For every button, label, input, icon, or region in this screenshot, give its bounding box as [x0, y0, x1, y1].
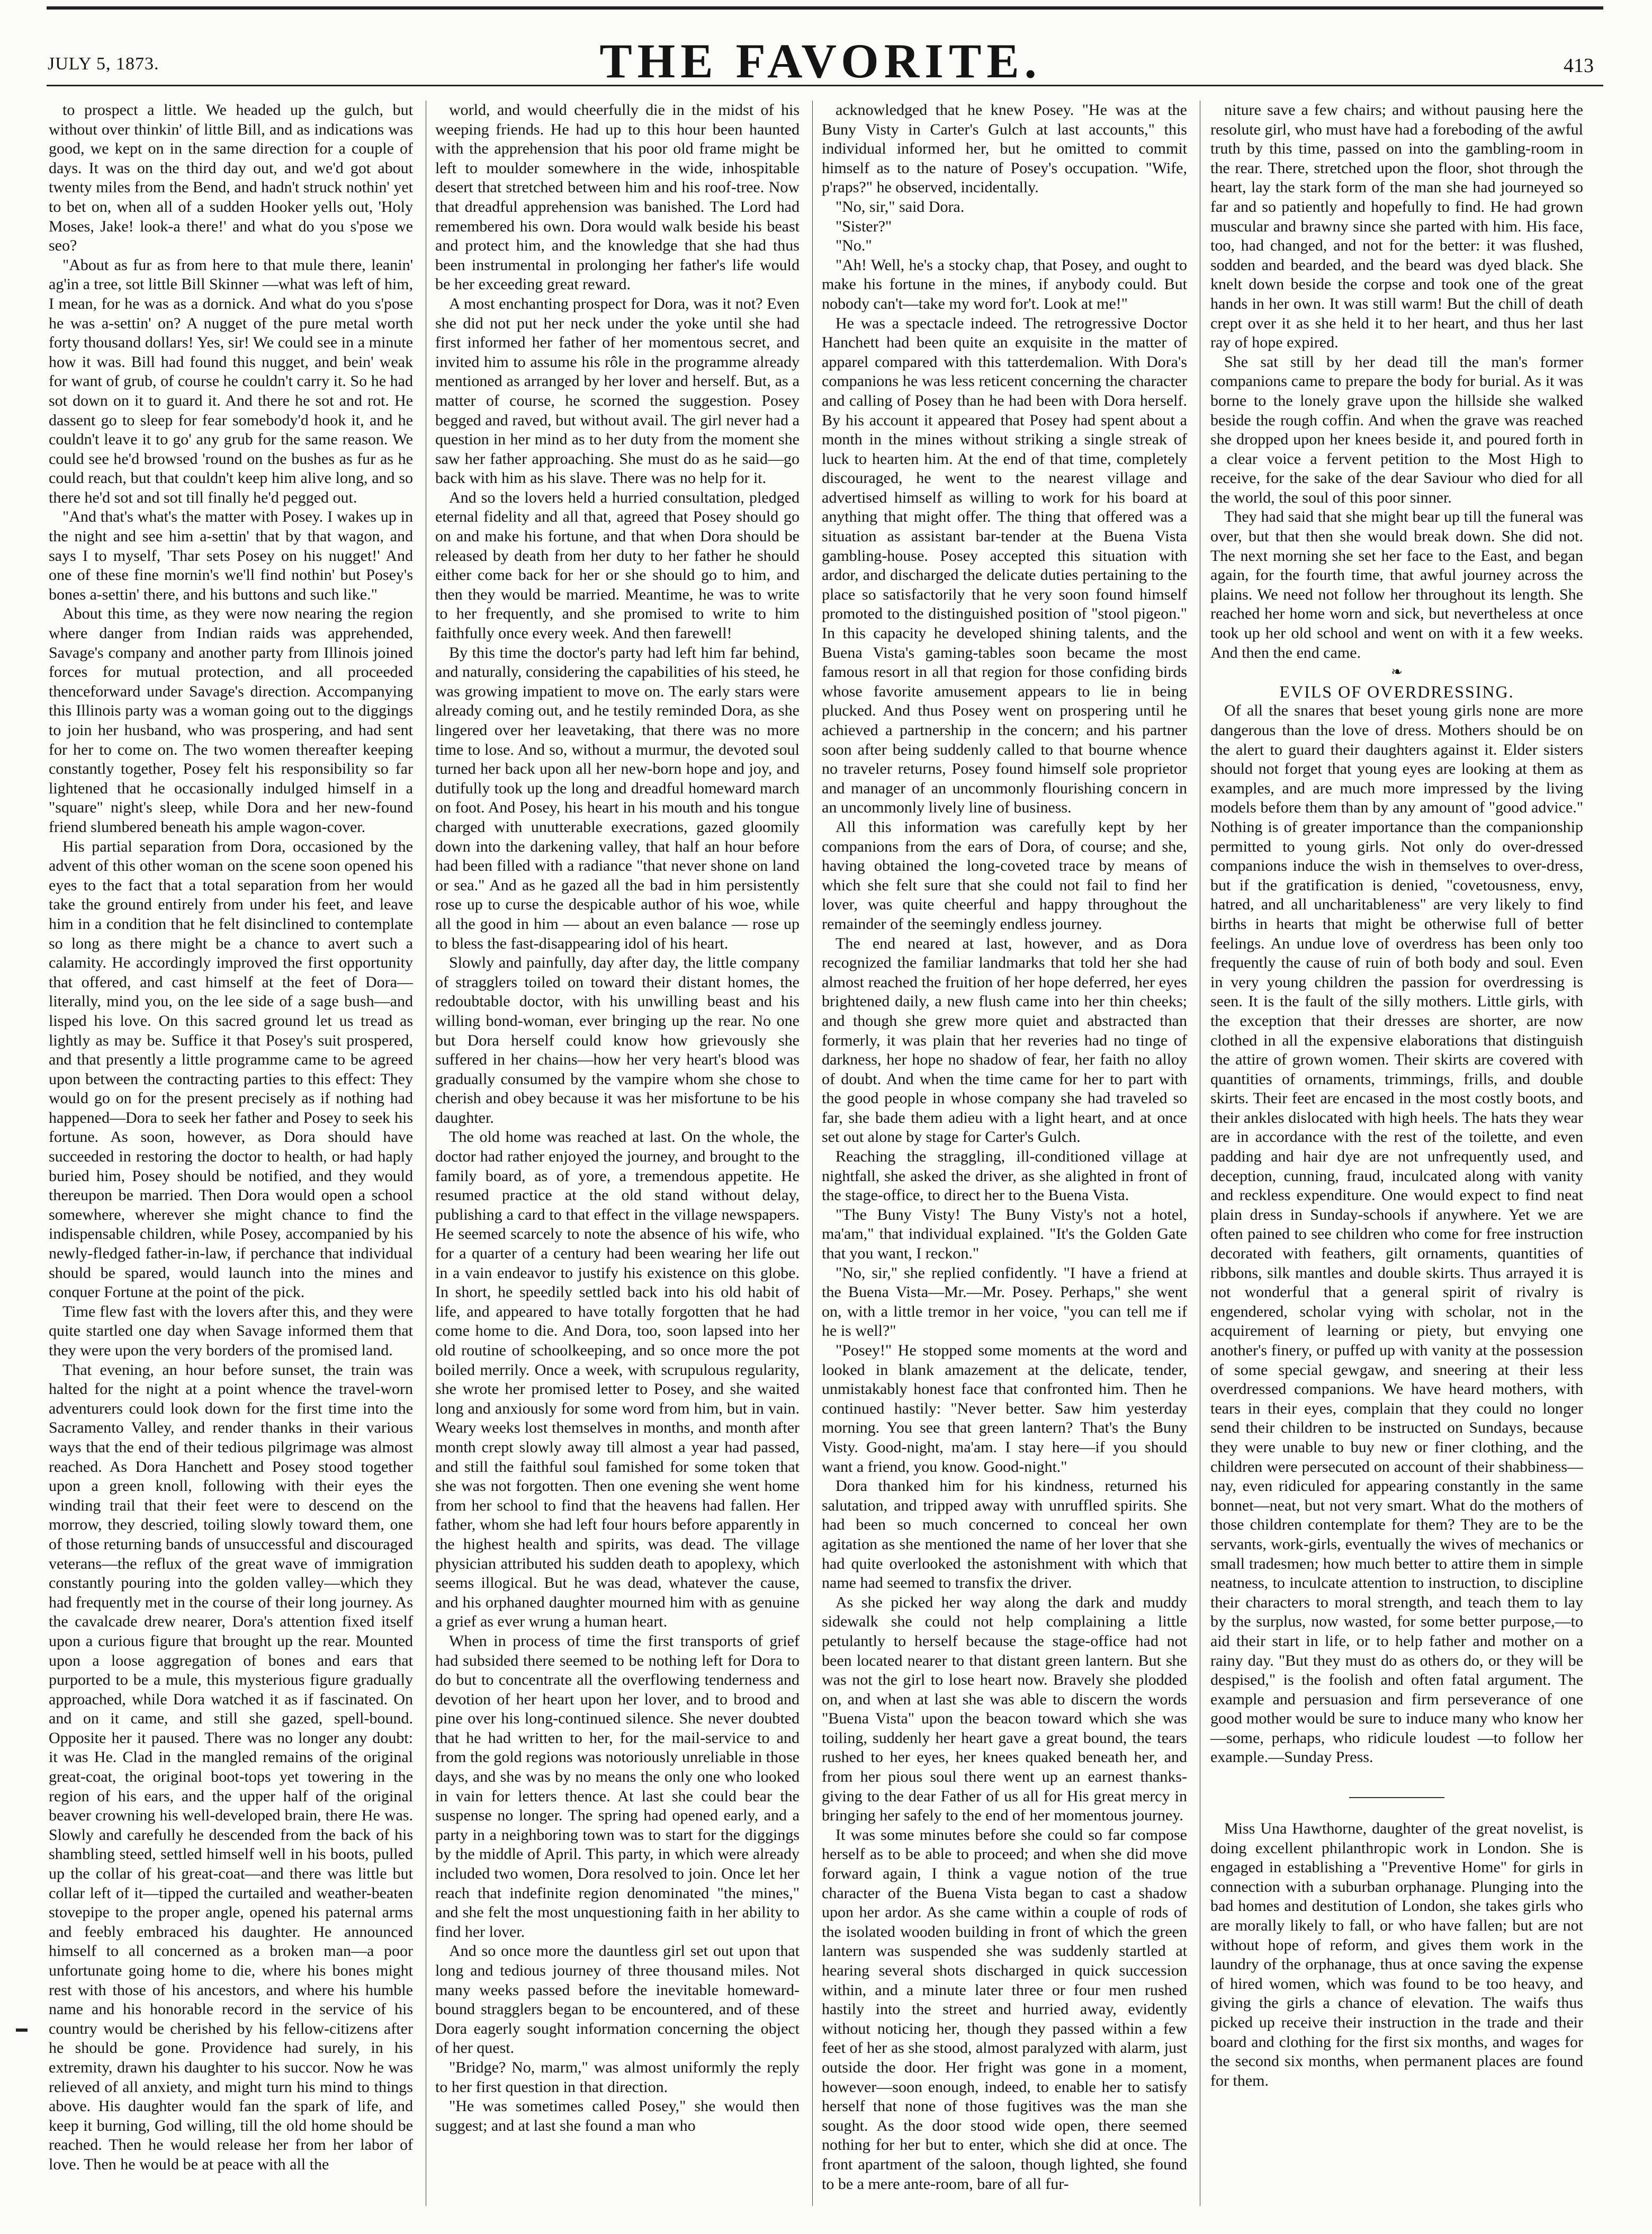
paragraph: to prospect a little. We headed up the gulch, but without over thinkin' of little Bill, and as indications was good, we kept on in the same direction for a couple of days. It was on the third day out, and we'd got about twenty miles from the Bend, and hadn't struck nothin' yet to bet on, when all of a sudden Hooker yells out, 'Holy Moses, Jake! look-a there!' and what do you s'pose we seo?	[49, 101, 413, 255]
paragraph: "About as fur as from here to that mule there, leanin' ag'in a tree, sot little Bill Skinner —what was left of him, I mean, for he was as a dornick. And what do you s'pose he was a-settin' on? A nugget of the pure metal worth forty thousand dollars! Yes, sir! We could see in a minute how it was. Bill had found this nugget, and bein' weak for want of grub, of course he couldn't carry it. So he had sot down on it to guard it. And there he sot and rot. He dassent go to sleep for fear somebody'd hook it, and he couldn't leave it to go' any grub for the same reason. We could see he'd browsed 'round on the bushes as fur as he could reach, but that couldn't keep him alive long, and so there he'd sot and sot till finally he'd pegged out.	[49, 256, 413, 506]
paragraph: About this time, as they were now nearing the region where danger from Indian raids was apprehended, Savage's company and another party from Illinois joined forces for mutual protection, and all proceeded thenceforward under Savage's direction. Accompanying this Illinois party was a woman going out to the diggings to join her husband, who was prospering, and had sent for her to come on. The two women thereafter keeping constantly together, Posey felt his responsibility so far lightened that he occasionally indulged himself in a "square" night's sleep, while Dora and her new-found friend slumbered beneath his ample wagon-cover.	[49, 605, 413, 836]
paragraph: As she picked her way along the dark and muddy sidewalk she could not help complaining a little petulantly to herself because the stage-office had not been located nearer to that distant green lantern. But she was not the girl to lose heart now. Bravely she plodded on, and when at last she was able to discern the words "Buena Vista" upon the beacon toward which she was toiling, suddenly her heart gave a great bound, the tears rushed to her eyes, her knees quaked beneath her, and from her pious soul there went up an earnest thanks-giving to the dear Father of us all for His great mercy in bringing her safely to the end of her momentous journey.	[822, 1593, 1187, 1825]
paragraph: "Sister?"	[836, 217, 892, 235]
column-1	[49, 101, 413, 2209]
margin-mark	[16, 2029, 28, 2032]
paragraph: "He was sometimes called Posey," she would then suggest; and at last she found a man who	[435, 2097, 800, 2134]
masthead	[42, 33, 1599, 102]
paragraph: "No, sir," said Dora.	[836, 198, 965, 216]
paragraph: "The Buny Visty! The Buny Visty's not a hotel, ma'am," that individual explained. "It's the Golden Gate that you want, I reckon."	[822, 1205, 1187, 1263]
paragraph: He was a spectacle indeed. The retrogressive Doctor Hanchett had been quite an exquisite in the matter of apparel compared with this tatterdemalion. With Dora's companions he was less reticent concerning the character and calling of Posey than he had been with Dora herself. By his account it appeared that Posey had spent about a month in the mines without striking a single streak of luck to hearten him. At the end of that time, completely discouraged, he went to the nearest village and advertised himself as willing to work for his board at anything that might offer. The thing that offered was a situation as assistant bar-tender at the Buena Vista gambling-house. Posey accepted this situation with ardor, and discharged the delicate duties pertaining to the place so satisfactorily that he very soon found himself promoted to the distinguished position of "stool pigeon." In this capacity he developed shining talents, and the Buena Vista's gaming-tables soon became the most famous resort in all that region for those confiding birds whose favorite amusement appears to lie in being plucked. And thus Posey went on prospering until he achieved a partnership in the concern; and his partner soon after being suddenly called to that bourne whence no traveler returns, Posey found himself sole proprietor and manager of an uncommonly flourishing concern in an uncommonly lively line of business.	[822, 314, 1187, 817]
paragraph: Miss Una Hawthorne, daughter of the great novelist, is doing excellent philanthropic work in London. She is engaged in establishing a "Preventive Home" for girls in connection with a suburban orphanage. Plunging into the bad homes and destitution of London, she takes girls who are morally likely to fall, or who have fallen; but are not without hope of reform, and gives them work in the laundry of the orphanage, thus at once saving the expense of hired women, which was found to be too heavy, and giving the girls a chance of elevation. The waifs thus picked up receive their instruction in the trade and their board and clothing for the first six months, and wages for the second six months, when permanent places are found for them.	[1210, 1820, 1583, 2089]
paragraph: They had said that she might bear up till the funeral was over, but that then she would break down. She did not. The next morning she set her face to the East, and began again, for the fourth time, that awful journey across the plains. We need not follow her throughout its length. She reached her home worn and sick, but nevertheless at once took up her old school and went on with it a few weeks. And then the end came.	[1210, 508, 1583, 662]
section-divider	[1349, 1797, 1444, 1798]
ornament-divider-icon: ❧	[1391, 664, 1403, 680]
paragraph: By this time the doctor's party had left him far behind, and naturally, considering the capabilities of his steed, he was growing impatient to move on. The early stars were already coming out, and he testily reminded Dora, as she lingered over her leavetaking, that there was no more time to lose. And so, without a murmur, the devoted soul turned her back upon all her new-born hope and joy, and dutifully took up the long and dreadful homeward march on foot. And Posey, his heart in his mouth and his tongue charged with unutterable execrations, gazed gloomily down into the darkening valley, that half an hour before had been filled with a radiance "that never shone on land or sea." And as he gazed all the bad in him persistently rose up to curse the despicable author of his woe, while all the good in him — about an even balance — rose up to bless the fast-disappearing idol of his heart.	[435, 644, 800, 952]
column-3	[822, 101, 1187, 2209]
paragraph: She sat still by her dead till the man's former companions came to prepare the body for burial. As it was borne to the lonely grave upon the hillside she walked beside the rough coffin. And when the grave was reached she dropped upon her knees beside it, and poured forth in a clear voice a fervent petition to the Most High to receive, for the sake of the dear Saviour who died for all the world, the soul of this poor sinner.	[1210, 353, 1583, 506]
paragraph: All this information was carefully kept by her companions from the ears of Dora, of course; and she, having obtained the long-coveted trace by means of which she felt sure that she could not fail to find her lover, was quite cheerful and happy throughout the remainder of the seemingly endless journey.	[822, 818, 1187, 933]
section-heading: EVILS OF OVERDRESSING.	[1279, 682, 1514, 701]
paragraph: Dora thanked him for his kindness, returned his salutation, and tripped away with unruffled spirits. She had been so much concerned to conceal her own agitation as she mentioned the name of her lover that she had quite overlooked the astonishment with which that name had seemed to transfix the driver.	[822, 1477, 1187, 1592]
paragraph: Reaching the straggling, ill-conditioned village at nightfall, she asked the driver, as she alighted in front of the stage-office, to direct her to the Buena Vista.	[822, 1148, 1187, 1204]
column-2	[435, 101, 800, 2209]
paragraph: And so the lovers held a hurried consultation, pledged eternal fidelity and all that, agreed that Posey should go on and make his fortune, and that when Dora should be released by death from her duty to her father he should either come back for her or she should go to him, and then they would be married. Meantime, he was to write to her frequently, and she promised to write to him faithfully once every week. And then farewell!	[435, 488, 800, 642]
paragraph: It was some minutes before she could so far compose herself as to be able to proceed; and when she did move forward again, I think a vague notion of the true character of the Buena Vista began to cast a shadow upon her ardor. As she came within a couple of rods of the isolated wooden building in front of which the green lantern was suspended she was suddenly startled at hearing several shots discharged in quick succession within, and a minute later three or four men rushed hastily into the street and hurried away, evidently without noticing her, though they passed within a few feet of her as she stood, almost paralyzed with alarm, just outside the door. Her fright was gone in a moment, however—soon enough, indeed, to enable her to satisfy herself that none of those fugitives was the man she sought. As the door stood wide open, there seemed nothing for her but to enter, which she did at once. The front apartment of the saloon, though lighted, she found to be a mere ante-room, bare of all fur-	[822, 1826, 1187, 2193]
paragraph: "Ah! Well, he's a stocky chap, that Posey, and ought to make his fortune in the mines, if anybody could. But nobody can't—take my word for't. Look at me!"	[822, 256, 1187, 312]
paragraph: "Bridge? No, marm," was almost uniformly the reply to her first question in that direction.	[435, 2058, 800, 2096]
paragraph: That evening, an hour before sunset, the train was halted for the night at a point whence the travel-worn adventurers could look down for the first time into the Sacramento Valley, and render thanks in their various ways that the end of their tedious pilgrimage was almost reached. As Dora Hanchett and Posey stood together upon a green knoll, following with their eyes the winding trail that their feet were to descend on the morrow, they descried, toiling slowly toward them, one of those returning bands of unsuccessful and discouraged veterans—the reflux of the great wave of immigration constantly pouring into the golden valley—which they had frequently met in the course of their long journey. As the cavalcade drew nearer, Dora's attention fixed itself upon a curious figure that brought up the rear. Mounted upon a loose aggregation of bones and ears that purported to be a mule, this mysterious figure gradually approached, while Dora watched it as if fascinated. On and on it came, and still she gazed, spell-bound. Opposite her it paused. There was no longer any doubt: it was He. Clad in the mangled remains of the original great-coat, the original boot-tops yet towering in the region of his ears, and the upper half of the original beaver crowning his well-developed brain, there He was. Slowly and carefully he descended from the back of his shambling steed, settled himself well in his boots, pulled up the collar of his great-coat—and there was little but collar left of it—tipped the curtailed and weather-beaten stovepipe to the proper angle, opened his paternal arms and feebly embraced his daughter. He announced himself to all concerned as a broken man—a poor unfortunate going home to die, where his bones might rest with those of his ancestors, and where his humble name and his honorable record in the service of his country would be cherished by his fellow-citizens after he should be gone. Providence had surely, in his extremity, drawn his daughter to his succor. Now he was relieved of all anxiety, and might turn his mind to things above. His daughter would fan the spark of life, and keep it burning, God willing, till the old home should be reached. Then he would release her from her labor of love. Then he would be at peace with all the	[49, 1361, 413, 2173]
paragraph: acknowledged that he knew Posey. "He was at the Buny Visty in Carter's Gulch at last accounts," this individual informed her, but he omitted to commit himself as to the nature of Posey's occupation. "Wife, p'raps?" he observed, incidentally.	[822, 101, 1187, 196]
paragraph: Time flew fast with the lovers after this, and they were quite startled one day when Savage informed them that they were upon the very borders of the promised land.	[49, 1302, 413, 1359]
paragraph: His partial separation from Dora, occasioned by the advent of this other woman on the scene soon opened his eyes to the fact that a total separation from her would take the ground entirely from under his feet, and leave him in a condition that he felt disinclined to contemplate so long as there might be a chance to avert such a calamity. He accordingly improved the first opportunity that offered, and cast himself at the feet of Dora—literally, mind you, on the lee side of a sage bush—and lisped his love. On this sacred ground let us tread as lightly as may be. Suffice it that Posey's suit prospered, and that presently a little programme came to be agreed upon between the contracting parties to this effect: They would go on for the present precisely as if nothing had happened—Dora to seek her father and Posey to seek his fortune. As soon, however, as Dora should have succeeded in restoring the doctor to health, or had haply buried him, Posey should be notified, and they would thereupon be married. Then Dora would open a school somewhere, wherever she might chance to find the indispensable children, while Posey, accompanied by his newly-fledged father-in-law, if perchance that individual should be spared, would launch into the mines and conquer Fortune at the point of the pick.	[49, 837, 413, 1301]
paragraph: Of all the snares that beset young girls none are more dangerous than the love of dress. Mothers should be on the alert to guard their daughters against it. Elder sisters should not forget that young eyes are looking at them as examples, and are much more impressed by the living models before them than by any amount of "good advice." Nothing is of greater importance than the companionship permitted to young girls. Not only do over-dressed companions induce the wish in themselves to over-dress, but if the gratification is denied, "covetousness, envy, hatred, and all uncharitableness" are very likely to find births in hearts that might be otherwise full of better feelings. An undue love of overdress has been only too frequently the cause of ruin of both body and soul. Even in very young children the passion for overdressing is seen. It is the fault of the silly mothers. Little girls, with the exception that their dresses are shorter, are now clothed in all the expensive elaborations that distinguish the attire of grown women. Their skirts are covered with quantities of ornaments, trimmings, frills, and double skirts. Their feet are encased in the most costly boots, and their ankles dislocated with high heels. The hats they wear are in accordance with the rest of the toilette, and even padding and hair dye are not unfrequently used, and deception, cunning, fraud, inculcated along with vanity and reckless expenditure. One would expect to find neat plain dress in Sunday-schools if anywhere. Yet we are often pained to see children who come for free instruction decorated with feathers, gilt ornaments, quantities of ribbons, silk mantles and double skirts. Thus arrayed it is not wonderful that a general spirit of rivalry is engendered, scholar vying with scholar, not in the acquirement of learning or piety, but envying one another's finery, or puffed up with vanity at the possession of some special gewgaw, and sneering at their less overdressed companions. We have heard mothers, with tears in their eyes, complain that they could no longer send their children to be instructed on Sundays, because they were unable to buy new or finer clothing, and the children were persecuted on account of their shabbiness—nay, even ridiculed for appearing constantly in the same bonnet—neat, but not very smart. What do the mothers of those children contemplate for them? They are to be the servants, work-girls, eventually the wives of mechanics or small tradesmen; how much better to attire them in simple neatness, to inculcate attention to instruction, to discipline their characters to moral strength, and teach them to lay by the surplus, now wasted, for some better purpose,—to aid their start in life, or to help father and mother on a rainy day. "But they must do as others do, or they will be despised," is the foolish and often fatal argument. The example and persuasion and firm perseverance of one good mother would be sure to induce many who know her—some, perhaps, who ridicule loudest —to follow her example.—Sunday Press.	[1210, 702, 1583, 1766]
paragraph: niture save a few chairs; and without pausing here the resolute girl, who must have had a foreboding of the awful truth by this time, passed on into the gambling-room in the rear. There, stretched upon the floor, shot through the heart, lay the stark form of the man she had journeyed so far and so patiently and hopefully to find. He had grown muscular and brawny since she parted with him. His face, too, had changed, and not for the better: it was flushed, sodden and bearded, and the beard was dyed black. She knelt down beside the corpse and took one of the great hands in her own. It was still warm! But the chill of death crept over it as she held it to her heart, and thus her last ray of hope expired.	[1210, 101, 1583, 352]
top-border-rule	[47, 6, 1603, 10]
column-4	[1210, 101, 1583, 2209]
paragraph: "And that's what's the matter with Posey. I wakes up in the night and see him a-settin' that by that wagon, and says I to myself, 'Thar sets Posey on his nugget!' And one of these fine mornin's we'll find nothin' but Posey's bones a-settin' there, and his buttons and such like."	[49, 508, 413, 603]
paragraph: A most enchanting prospect for Dora, was it not? Even she did not put her neck under the yoke until she had first informed her father of her momentous secret, and invited him to assume his rôle in the programme already mentioned as arranged by her lover and herself. But, as a matter of course, he scorned the suggestion. Posey begged and raved, but without avail. The girl never had a question in her mind as to her duty from the moment she saw her father approaching. She must do as he said—go back with him as his slave. There was no help for it.	[435, 294, 800, 487]
paragraph: The end neared at last, however, and as Dora recognized the familiar landmarks that told her she had almost reached the fruition of her hope deferred, her eyes brightened daily, a new flush came into her thin cheeks; and though she grew more quiet and abstracted than formerly, it was plain that her reveries had no tinge of darkness, her hope no shadow of fear, her faith no alloy of doubt. And when the time came for her to part with the good people in whose company she had traveled so far, she bade them adieu with a light heart, and at once set out alone by stage for Carter's Gulch.	[822, 934, 1187, 1146]
paragraph: Slowly and painfully, day after day, the little company of stragglers toiled on toward their distant homes, the redoubtable doctor, with his unwilling beast and his willing bond-woman, ever bringing up the rear. No one but Dora herself could know how grievously she suffered in her chains—how her very heart's blood was gradually consumed by the vampire whom she chose to cherish and obey because it was her misfortune to be his daughter.	[435, 954, 800, 1127]
newspaper-title: THE FAVORITE.	[599, 34, 1042, 88]
page-number: 413	[1564, 55, 1594, 77]
paragraph: "Posey!" He stopped some moments at the word and looked in blank amazement at the delicate, tender, unmistakably honest face that confronted him. Then he continued hastily: "Never better. Saw him yesterday morning. You see that green lantern? That's the Buny Visty. Good-night, ma'am. I stay here—if you should want a friend, you know. Good-night."	[822, 1342, 1187, 1476]
paragraph: When in process of time the first transports of grief had subsided there seemed to be nothing left for Dora to do but to concentrate all the overflowing tenderness and devotion of her heart upon her lover, and to brood and pine over his long-continued silence. She never doubted that he had written to her, for the mail-service to and from the gold regions was notoriously unreliable in those days, and she was by no means the only one who looked in vain for letters thence. At last she could bear the suspense no longer. The spring had opened early, and a party in a neighboring town was to start for the diggings by the middle of April. This party, in which were already included two women, Dora resolved to join. Once let her reach that indefinite region denominated "the mines," and she felt the most unquestioning faith in her ability to find her lover.	[435, 1632, 800, 1941]
paragraph: "No, sir," she replied confidently. "I have a friend at the Buena Vista—Mr.—Mr. Posey. Perhaps," she went on, with a little tremor in her voice, "you can tell me if he is well?"	[822, 1264, 1187, 1340]
column-divider	[812, 101, 813, 2206]
masthead-underline	[47, 85, 1603, 86]
paragraph: "No."	[836, 237, 872, 255]
paragraph: The old home was reached at last. On the whole, the doctor had rather enjoyed the journey, and brought to the family board, as of yore, a tremendous appetite. He resumed practice at the old stand without delay, publishing a card to that effect in the village newspapers. He seemed scarcely to note the absence of his wife, who for a quarter of a century had been wearing her life out in a vain endeavor to justify his existence on this globe. In short, he speedily settled back into his old habit of life, and appeared to have totally forgotten that he had come home to die. And Dora, too, soon lapsed into her old routine of schoolkeeping, and so once more the pot boiled merrily. Once a week, with scrupulous regularity, she wrote her promised letter to Posey, and she waited long and anxiously for some word from him, but in vain. Weary weeks lost themselves in months, and month after month crept slowly away till almost a year had passed, and still the faithful soul famished for some token that she was not forgotten. Then one evening she went home from her school to find that the heavens had fallen. Her father, whom she had left four hours before apparently in the highest health and spirits, was dead. The village physician attributed his sudden death to apoplexy, which seems illogical. But he was dead, whatever the cause, and his orphaned daughter mourned him with as genuine a grief as ever wrung a human heart.	[435, 1128, 800, 1631]
paragraph: world, and would cheerfully die in the midst of his weeping friends. He had up to this hour been haunted with the apprehension that his poor old frame might be left to moulder somewhere in the wide, inhospitable desert that stretched between him and his roof-tree. Now that dreadful apprehension was banished. The Lord had remembered his own. Dora would walk beside his beast and protect him, and the knowledge that she had thus been instrumental in prolonging her father's life would be her exceeding great reward.	[435, 101, 800, 293]
paragraph: And so once more the dauntless girl set out upon that long and tedious journey of three thousand miles. Not many weeks passed before the inevitable homeward-bound stragglers began to be encountered, and of these Dora eagerly sought information concerning the object of her quest.	[435, 1942, 800, 2057]
issue-date: JULY 5, 1873.	[48, 54, 159, 74]
